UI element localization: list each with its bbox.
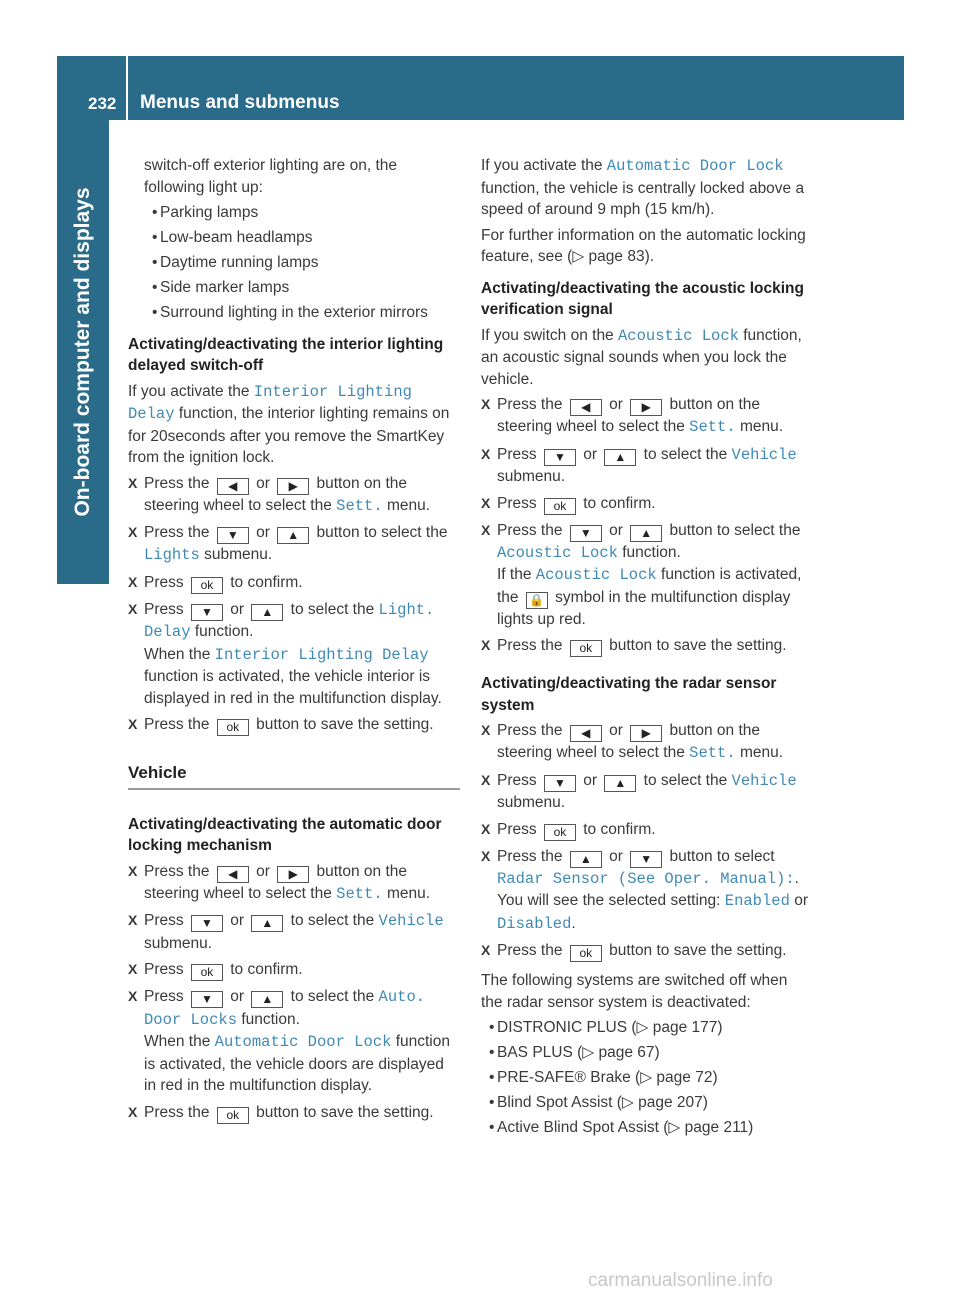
step: X Press ▼ or ▲ to select the Vehicle submenu. <box>481 445 797 485</box>
ok-button-icon: ok <box>191 577 223 594</box>
step: X Press ok to confirm. <box>128 961 303 980</box>
up-arrow-icon: ▲ <box>277 527 309 544</box>
ok-button-icon: ok <box>191 964 223 981</box>
step-marker-icon: X <box>128 474 138 491</box>
left-arrow-icon: ◀ <box>570 399 602 416</box>
step: X Press ok to confirm. <box>128 573 303 592</box>
ok-button-icon: ok <box>217 1107 249 1124</box>
step: X Press ▼ or ▲ to select the Auto. Door Locks function. When the Automatic Door Lock function is activated, the vehicle doors are displayed in red in the multifunction display. <box>128 988 450 1095</box>
display-text: Interior Lighting Delay <box>128 382 412 424</box>
step: X Press the ◀ or ▶ button on the steering wheel to select the Sett. menu. <box>128 474 431 515</box>
step: X Press ok to confirm. <box>481 820 656 839</box>
step-marker-icon: X <box>481 445 491 462</box>
header-divider <box>126 56 128 120</box>
down-arrow-icon: ▼ <box>191 915 223 932</box>
list-item: • Blind Spot Assist (▷ page 207) <box>481 1092 813 1114</box>
step: X Press the ▲ or ▼ button to select Radar Sensor (See Oper. Manual):. You will see the selected setting: Enabled or Disabled. <box>481 847 808 933</box>
up-arrow-icon: ▲ <box>570 851 602 868</box>
down-arrow-icon: ▼ <box>544 449 576 466</box>
step-marker-icon: X <box>128 988 138 1005</box>
list-item: • DISTRONIC PLUS (▷ page 177) <box>481 1017 813 1039</box>
lock-icon: 🔒 <box>526 592 548 609</box>
list-item: • Parking lamps <box>144 202 460 224</box>
section-heading: Activating/deactivating the automatic door locking mechanism <box>128 815 442 855</box>
list-item: • Low-beam headlamps <box>144 227 460 249</box>
side-tab-label: On-board computer and displays <box>71 187 94 517</box>
right-arrow-icon: ▶ <box>277 478 309 495</box>
list-item: • BAS PLUS (▷ page 67) <box>481 1042 813 1064</box>
step: X Press the ok button to save the setting. <box>128 1103 434 1122</box>
step: X Press the ◀ or ▶ button on the steering wheel to select the Sett. menu. <box>481 722 784 762</box>
left-arrow-icon: ◀ <box>217 478 249 495</box>
step: X Press the ok button to save the setting. <box>128 716 434 735</box>
step-marker-icon: X <box>481 820 491 837</box>
step-marker-icon: X <box>128 600 138 617</box>
intro-text: switch-off exterior lighting are on, the following light up: <box>144 157 398 196</box>
left-arrow-icon: ◀ <box>570 725 602 742</box>
down-arrow-icon: ▼ <box>217 527 249 544</box>
page-number: 232 <box>88 94 117 113</box>
right-column <box>481 155 813 1142</box>
paragraph: For further information on the automatic locking feature, see (▷ page 83). <box>481 226 806 265</box>
step-marker-icon: X <box>128 862 138 879</box>
step-marker-icon: X <box>128 524 138 541</box>
down-arrow-icon: ▼ <box>570 525 602 542</box>
down-arrow-icon: ▼ <box>630 851 662 868</box>
step: X Press the ▼ or ▲ button to select the Acoustic Lock function. If the Acoustic Lock function is activated, the 🔒 symbol in the multifunction display lights up red. <box>481 521 802 628</box>
step: X Press the ◀ or ▶ button on the steering wheel to select the Sett. menu. <box>481 396 784 436</box>
systems-list <box>481 1017 813 1139</box>
right-arrow-icon: ▶ <box>277 866 309 883</box>
section-title-vehicle: Vehicle <box>128 762 460 790</box>
down-arrow-icon: ▼ <box>191 991 223 1008</box>
list-item: • PRE-SAFE® Brake (▷ page 72) <box>481 1067 813 1089</box>
step: X Press the ok button to save the setting. <box>481 637 787 655</box>
step: X Press ▼ or ▲ to select the Vehicle submenu. <box>128 912 444 952</box>
page-title: Menus and submenus <box>140 92 340 113</box>
list-item: • Active Blind Spot Assist (▷ page 211) <box>481 1117 813 1139</box>
left-column <box>128 155 460 1129</box>
up-arrow-icon: ▲ <box>251 991 283 1008</box>
step: X Press the ok button to save the setting. <box>481 942 787 960</box>
step: X Press the ◀ or ▶ button on the steering wheel to select the Sett. menu. <box>128 862 431 903</box>
ok-button-icon: ok <box>570 640 602 657</box>
step-marker-icon: X <box>481 847 491 864</box>
left-arrow-icon: ◀ <box>217 866 249 883</box>
lights-list <box>128 202 460 324</box>
down-arrow-icon: ▼ <box>191 604 223 621</box>
step: X Press ok to confirm. <box>481 494 656 513</box>
watermark: carmanualsonline.info <box>588 1270 773 1291</box>
step-marker-icon: X <box>481 396 491 412</box>
step-marker-icon: X <box>481 942 491 958</box>
step-marker-icon: X <box>481 722 491 738</box>
paragraph: If you activate the Automatic Door Lock function, the vehicle is centrally locked above a speed of around 9 mph (15 km/h). <box>481 157 805 218</box>
step-marker-icon: X <box>481 521 491 538</box>
ok-button-icon: ok <box>544 824 576 841</box>
ok-button-icon: ok <box>570 945 602 962</box>
list-item: • Surround lighting in the exterior mirrors <box>144 302 460 324</box>
step: X Press ▼ or ▲ to select the Light. Delay function. When the Interior Lighting Delay function is activated, the vehicle interior is displayed in red in the multifunction display. <box>128 600 442 707</box>
ok-button-icon: ok <box>544 498 576 515</box>
step-marker-icon: X <box>128 573 138 590</box>
down-arrow-icon: ▼ <box>544 775 576 792</box>
step-marker-icon: X <box>481 494 491 511</box>
step-marker-icon: X <box>481 771 491 788</box>
list-item: • Side marker lamps <box>144 277 460 299</box>
section-heading: Activating/deactivating the radar sensor system <box>481 675 777 714</box>
step-marker-icon: X <box>128 1103 138 1120</box>
step-marker-icon: X <box>128 716 138 733</box>
up-arrow-icon: ▲ <box>630 525 662 542</box>
right-arrow-icon: ▶ <box>630 725 662 742</box>
step-marker-icon: X <box>128 912 138 929</box>
step-marker-icon: X <box>128 961 138 978</box>
paragraph: If you switch on the Acoustic Lock function, an acoustic signal sounds when you lock the vehicle. <box>481 326 802 388</box>
step-marker-icon: X <box>481 637 491 653</box>
paragraph: The following systems are switched off when the radar sensor system is deactivated: <box>481 972 788 1011</box>
up-arrow-icon: ▲ <box>604 449 636 466</box>
up-arrow-icon: ▲ <box>604 775 636 792</box>
paragraph: If you activate the Interior Lighting Delay function, the interior lighting remains on for 20seconds after you remove the SmartKey from the ignition lock. <box>128 382 450 467</box>
list-item: • Daytime running lamps <box>144 252 460 274</box>
section-heading: Activating/deactivating the acoustic locking verification signal <box>481 279 804 318</box>
ok-button-icon: ok <box>217 719 249 736</box>
step: X Press ▼ or ▲ to select the Vehicle submenu. <box>481 771 797 811</box>
right-arrow-icon: ▶ <box>630 399 662 416</box>
section-heading: Activating/deactivating the interior lighting delayed switch-off <box>128 335 444 375</box>
up-arrow-icon: ▲ <box>251 604 283 621</box>
up-arrow-icon: ▲ <box>251 915 283 932</box>
step: X Press the ▼ or ▲ button to select the Lights submenu. <box>128 524 448 565</box>
